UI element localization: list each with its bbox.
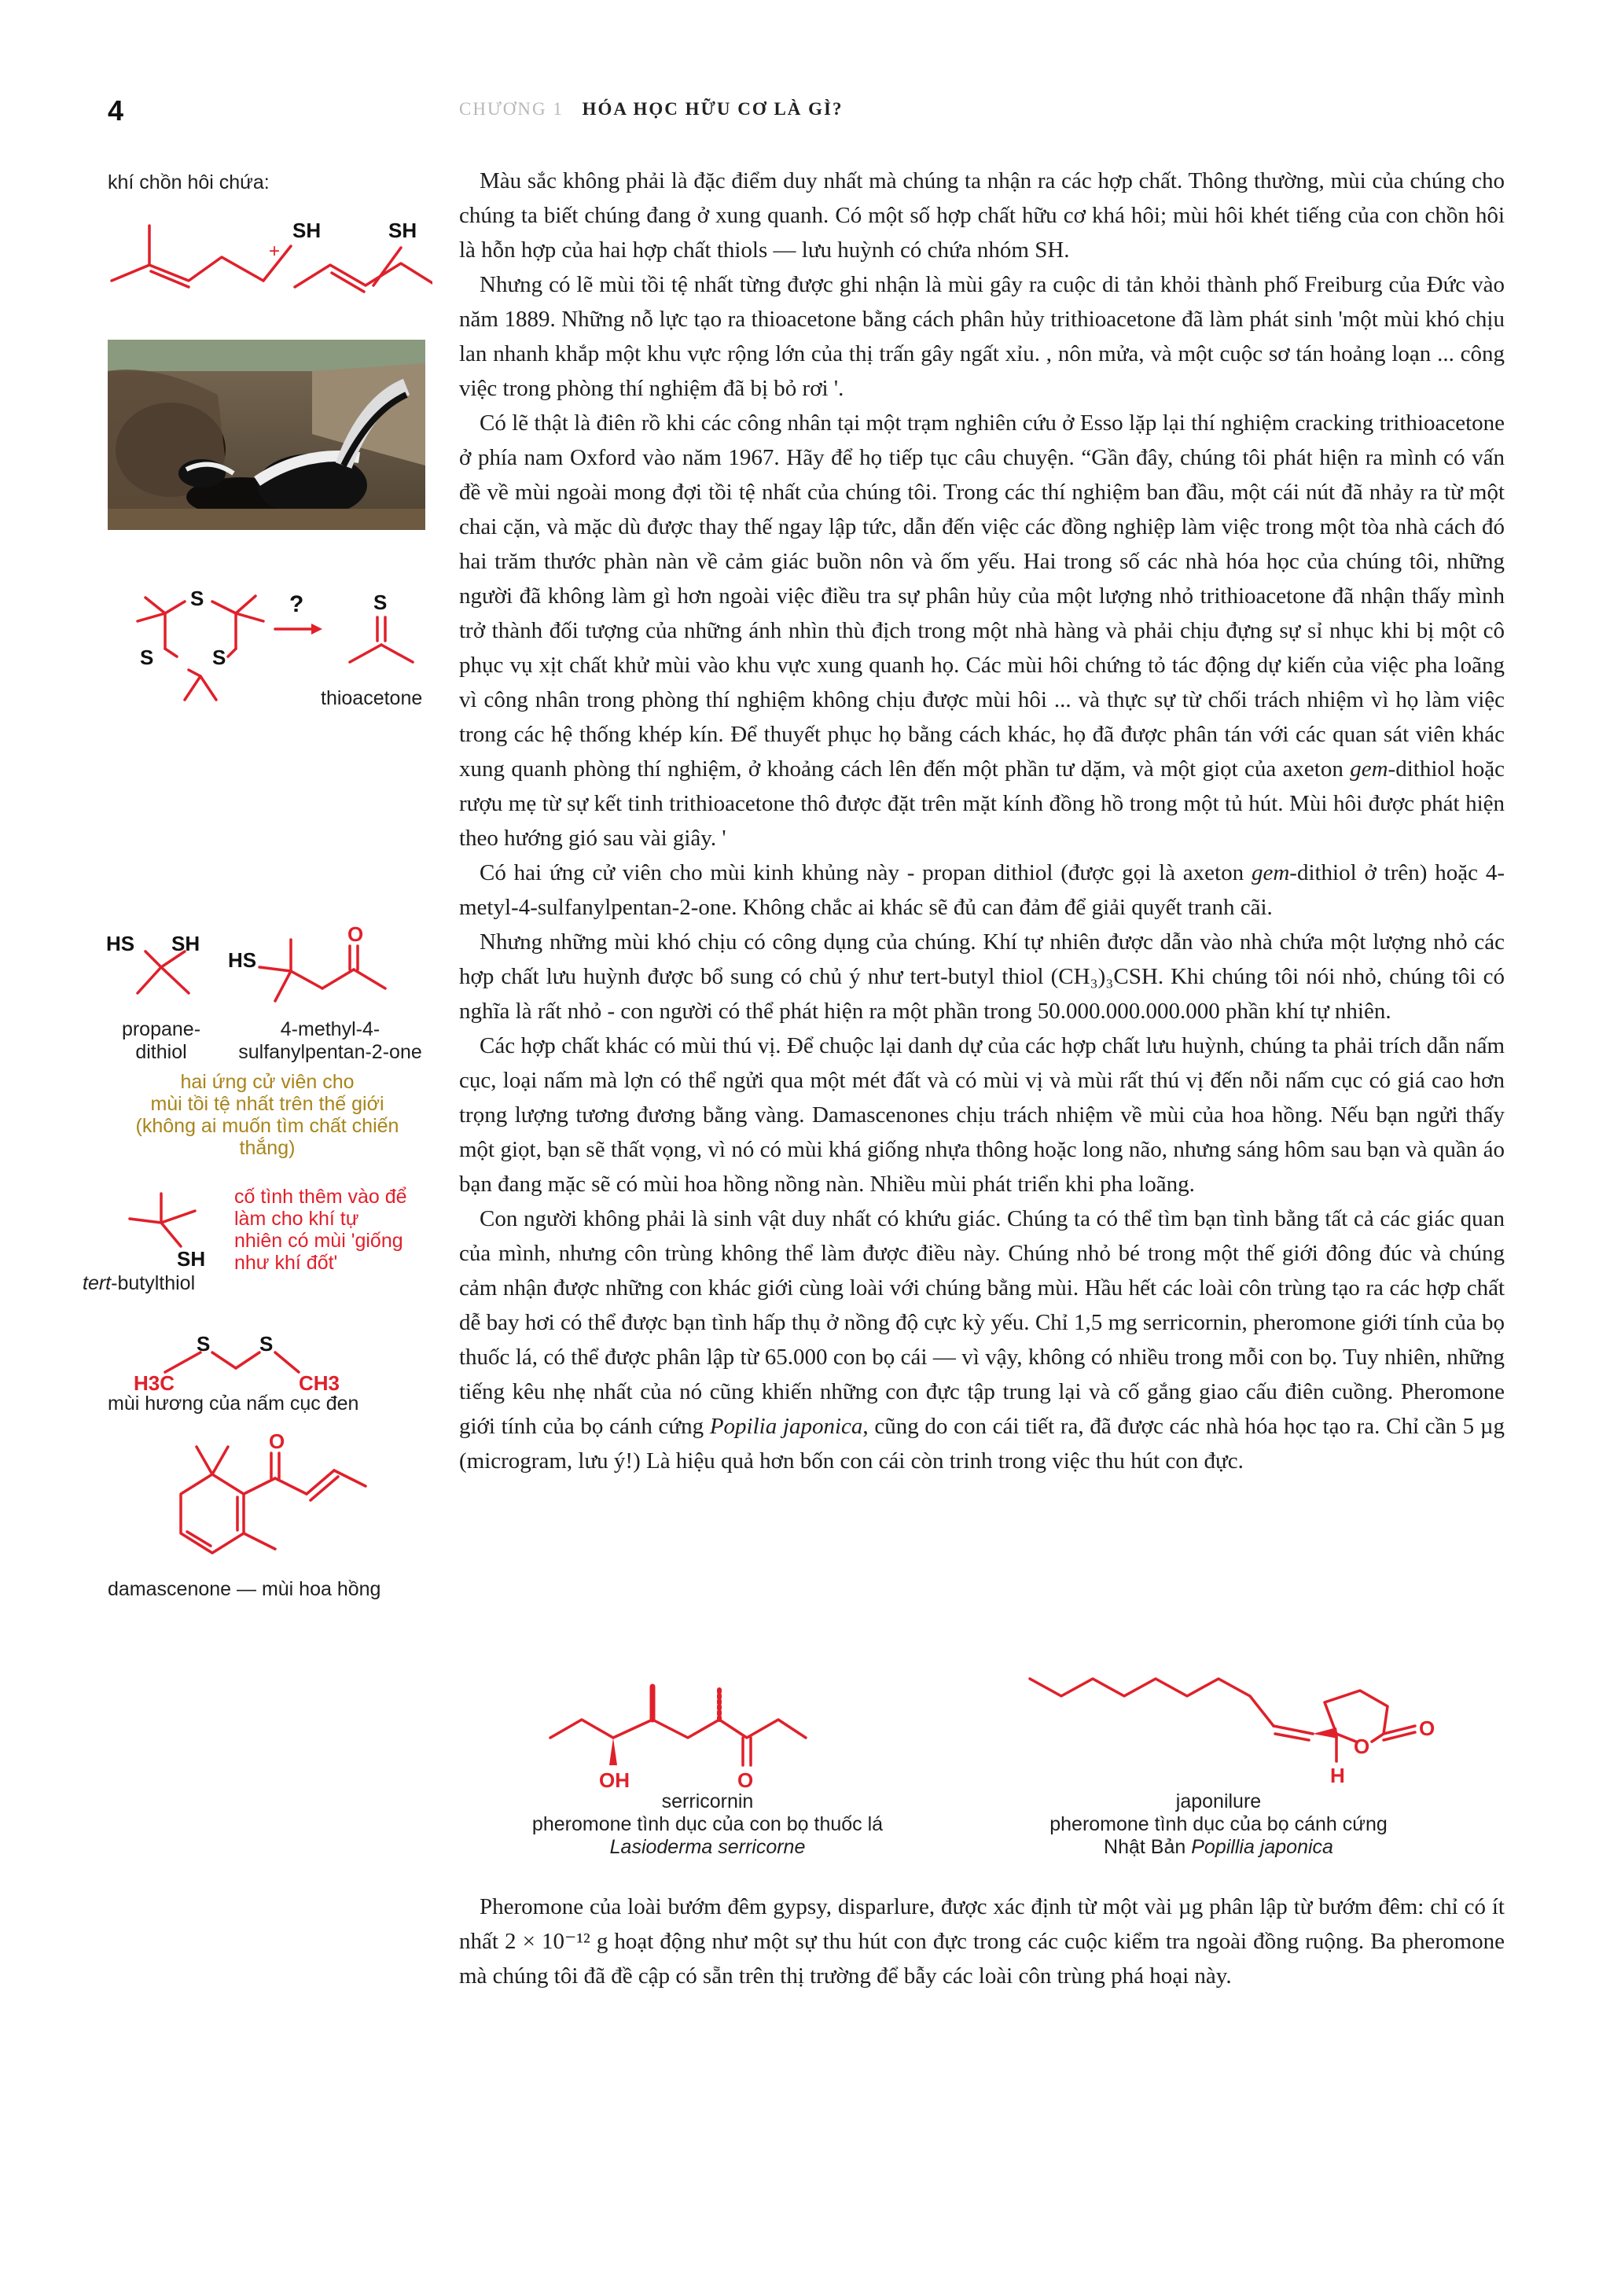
japonilure-structure — [1022, 1655, 1494, 1797]
serricornin-species-name: Lasioderma serricorne — [609, 1836, 806, 1858]
p4-gem: gem — [1251, 860, 1290, 885]
paragraph-3 — [459, 406, 1505, 855]
butylthiol-suffix: -butylthiol — [111, 1272, 196, 1294]
oh-label: OH — [599, 1768, 630, 1792]
question-mark: ? — [289, 591, 304, 617]
chapter-label: CHƯƠNG 1 — [459, 99, 564, 119]
added-line-2: làm cho khí tự — [234, 1208, 359, 1230]
truffle-structure — [134, 1329, 369, 1392]
japonilure-caption — [1022, 1790, 1415, 1859]
methyl-sulfanyl-label — [224, 1018, 436, 1064]
p7-end: , cũng do con cái tiết ra, đã được các nhà hóa học tạo ra. Chỉ cần 5 µg (microgram, lưu ý!) Là hiệu quả hơn bốn con cái còn trinh trong việc thu hút con đực. — [459, 1414, 1505, 1474]
tert-prefix: tert — [83, 1272, 112, 1294]
added-line-4: như khí đốt' — [234, 1252, 338, 1274]
skunk-photo — [108, 340, 425, 530]
methyl-line-2: sulfanylpentan-2-one — [238, 1041, 422, 1063]
p3-end: -dithiol hoặc rượu mẹ từ sự kết tinh trithioacetone thô được đặt trên mặt kính đồng hồ trong một tủ hút. Mùi hôi được phát hiện theo hướng gió sau vài giây. ' — [459, 756, 1505, 851]
paragraph-1: Màu sắc không phải là đặc điểm duy nhất mà chúng ta nhận ra các hợp chất. Thông thường, mùi của chúng cho chúng ta biết chúng đang ở xung quanh. Có một số hợp chất hữu cơ khá hôi; mùi hôi khét tiếng của con chồn hôi là hỗn hợp của hai hợp chất thiols — lưu huỳnh có chứa nhóm SH. — [459, 168, 1505, 263]
page-number: 4 — [108, 94, 124, 127]
candidates-line-4: thắng) — [239, 1137, 296, 1159]
paragraph-5: Nhưng những mùi khó chịu có công dụng của chúng. Khí tự nhiên được dẫn vào nhà chứa một lượng nhỏ các hợp chất lưu huỳnh được bổ sung có chủ ý như tert-butyl thiol (CH₃)₃CSH. Khi chúng tôi nói nhỏ, chúng tôi có nghĩa là rất nhỏ - con người có thể phát hiện ra một phần trong 50.000.000.000.000 phần khí tự nhiên. — [459, 929, 1505, 1024]
o-atom-ring: O — [1354, 1735, 1370, 1758]
tert-butylthiol-label — [83, 1272, 195, 1295]
skunk-thiol-2-tail — [369, 208, 448, 311]
skunk-label: khí chồn hôi chứa: — [108, 171, 270, 193]
japonilure-species-name: Popillia japonica — [1191, 1836, 1333, 1858]
s-atom-2: S — [140, 646, 154, 669]
candidates-line-1: hai ứng cử viên cho — [180, 1071, 355, 1093]
sh-label-1: SH — [292, 219, 322, 242]
propane-dithiol-label — [102, 1018, 220, 1064]
paragraph-6: Các hợp chất khác có mùi thú vị. Để chuộc lại danh dự của các hợp chất lưu huỳnh, chúng ta phải trích dẫn nấm cục, loại nấm mà lợn có thể ngửi qua một mét đất và có mùi vị và mùi rất thú vị đến nỗi nấm cục có giá cao hơn trọng lượng tương đương bằng vàng. Damascenones chịu trách nhiệm về mùi của hoa hồng. Nếu bạn ngửi thấy một giọt, bạn sẽ thất vọng, vì nó có mùi khá giống nhựa thông hoặc long não, nhưng sáng hôm sau bạn và quần áo bạn đang mặc sẽ có mùi hoa hồng nồng nàn. Nhiều mùi phát triển khi pha loãng. — [459, 1033, 1505, 1197]
methyl-line-1: 4-methyl-4- — [280, 1018, 380, 1040]
s-atom-truffle-1: S — [197, 1332, 211, 1356]
main-text — [459, 164, 1505, 1478]
tert-butylthiol-structure — [102, 1187, 228, 1274]
japonilure-species — [1022, 1836, 1415, 1859]
p4-text: Có hai ứng cử viên cho mùi kinh khủng này - propan dithiol (được gọi là axeton — [480, 860, 1244, 885]
p3-gem: gem — [1350, 756, 1388, 782]
candidates-line-3: (không ai muốn tìm chất chiến — [135, 1115, 399, 1137]
hs-label-2: HS — [228, 948, 257, 972]
candidate-structures — [102, 924, 432, 1018]
serricornin-caption — [472, 1790, 943, 1859]
added-note — [234, 1186, 407, 1274]
damascenone-structure — [118, 1431, 369, 1573]
ch3-label: CH3 — [299, 1371, 340, 1392]
japonilure-desc: pheromone tình dục của bọ cánh cứng — [1049, 1813, 1388, 1835]
p7-species: Popilia japonica — [709, 1414, 863, 1439]
sh-label-3: SH — [171, 932, 200, 955]
hs-label-1: HS — [106, 932, 135, 955]
running-header — [459, 99, 844, 120]
paragraph-7 — [459, 1201, 1505, 1478]
s-atom-1: S — [190, 587, 204, 610]
plus-sign: + — [269, 241, 281, 262]
japonilure-country: Nhật Bản — [1104, 1836, 1186, 1858]
o-atom-serricornin: O — [737, 1768, 754, 1792]
p7-text: Con người không phải là sinh vật duy nhất có khứu giác. Chúng ta có thể tìm bạn tình bằng tất cả các giác quan của mình, nhưng côn trùng không thể làm được điều này. Chúng nhỏ bé trong một thế giới đông đúc và chúng cảm nhận được những con khác giới cùng loài với chúng bằng mùi. Hầu hết các loài côn trùng tạo ra các hợp chất dễ bay hơi có thể được bạn tình hấp thụ ở nồng độ cực kỳ yếu. Chỉ 1,5 mg serricornin, pheromone giới tính của bọ thuốc lá, có thể được phân lập từ 65.000 con bọ cái — vì vậy, không có nhiều trong mỗi con bọ. Tuy nhiên, những tiếng kêu nhẹ nhất của nó cũng khiến những con đực tập trung lại và cố gắng giao cấu điên cuồng. Pheromone giới tính của bọ cánh cứng — [459, 1206, 1505, 1439]
paragraph-4 — [459, 855, 1505, 925]
chapter-title: HÓA HỌC HỮU CƠ LÀ GÌ? — [582, 99, 844, 119]
added-line-1: cố tình thêm vào để — [234, 1186, 407, 1208]
propane-line-1: propane- — [121, 1018, 201, 1040]
serricornin-species — [472, 1836, 943, 1859]
s-atom-truffle-2: S — [259, 1332, 274, 1356]
damascenone-label: damascenone — mùi hoa hồng — [108, 1578, 381, 1600]
h-label: H — [1330, 1764, 1345, 1787]
s-atom-3: S — [212, 646, 226, 669]
thioacetone-label: thioacetone — [321, 687, 423, 709]
sh-label-2: SH — [388, 219, 417, 242]
o-atom-carbonyl: O — [1419, 1716, 1435, 1740]
p4-end: -dithiol ở trên) hoặc 4-metyl-4-sulfanylpentan-2-one. Không chắc ai khác sẽ đủ can đảm để giải quyết tranh cãi. — [459, 860, 1505, 920]
added-line-3: nhiên có mùi 'giống — [234, 1230, 403, 1252]
paragraph-8: Pheromone của loài bướm đêm gypsy, disparlure, được xác định từ một vài µg phân lập từ bướm đêm: chỉ có ít nhất 2 × 10⁻¹² g hoạt động như một sự thu hút con đực trong các cuộc kiểm tra ngoài đồng ruộng. Ba pheromone mà chúng tôi đã đề cập có sẵn trên thị trường để bẫy các loài côn trùng phá hoại này. — [459, 1894, 1505, 1989]
serricornin-structure — [535, 1663, 849, 1797]
bottom-text — [459, 1889, 1505, 1993]
serricornin-desc: pheromone tình dục của con bọ thuốc lá — [531, 1813, 884, 1835]
o-atom-damascenone: O — [269, 1431, 285, 1453]
japonilure-name: japonilure — [1175, 1790, 1262, 1812]
serricornin-name: serricornin — [661, 1790, 754, 1812]
candidates-line-2: mùi tồi tệ nhất trên thế giới — [150, 1093, 384, 1115]
propane-line-2: dithiol — [135, 1041, 187, 1063]
candidates-note — [102, 1071, 432, 1159]
truffle-label: mùi hương của nấm cục đen — [108, 1393, 359, 1415]
p3-text: Có lẽ thật là điên rồ khi các công nhân tại một trạm nghiên cứu ở Esso lặp lại thí nghiệm cracking trithioacetone ở phía nam Oxford vào năm 1967. Hãy để họ tiếp tục câu chuyện. “Gần đây, chúng tôi phát hiện ra mình có vấn đề về mùi ngoài mong đợi tồi tệ nhất của chúng tôi. Trong các thí nghiệm ban đầu, một cái nút đã nhảy ra từ một chai cặn, và mặc dù được thay thế ngay lập tức, dẫn đến việc các đồng nghiệp làm việc trong một tòa nhà cách đó hai trăm thước phàn nàn về cảm giác buồn nôn và ốm yếu. Hai trong số các nhà hóa học của chúng tôi, những người đã không làm gì hơn ngoài việc điều tra sự phân hủy của một lượng nhỏ trithioacetone đã nhận thấy mình trở thành đối tượng của những ánh nhìn thù địch trong một nhà hàng và phải chịu đựng sự sỉ nhục khi bị một cô phục vụ xịt chất khử mùi vào khu vực xung quanh họ. Các mùi hôi chứng tỏ tác động dự kiến của việc pha loãng vì công nhân trong phòng thí nghiệm không chịu được mùi hôi ... và thực sự từ chối trách nhiệm vì họ làm việc trong các hệ thống khép kín. Để thuyết phục họ bằng cách khác, họ đã được phân tán với các quan sát viên khác xung quanh phòng thí nghiệm, ở khoảng cách lên đến một phần tư dặm, và một giọt của axeton — [459, 410, 1505, 782]
s-atom-thio: S — [373, 591, 388, 614]
sh-label-4: SH — [177, 1247, 206, 1271]
o-atom-1: O — [347, 924, 364, 946]
paragraph-2: Nhưng có lẽ mùi tồi tệ nhất từng được ghi nhận là mùi gây ra cuộc di tản khỏi thành phố Freiburg của Đức vào năm 1889. Những nỗ lực tạo ra thioacetone bằng cách phân hủy trithioacetone đã làm phát sinh 'một mùi khó chịu lan nhanh khắp một khu vực rộng lớn của thị trấn gây ngất xỉu. , nôn mửa, và một cuộc sơ tán hoảng loạn ... công việc trong phòng thí nghiệm đã bị bỏ rơi '. — [459, 272, 1505, 401]
h3c-label: H3C — [134, 1371, 175, 1392]
